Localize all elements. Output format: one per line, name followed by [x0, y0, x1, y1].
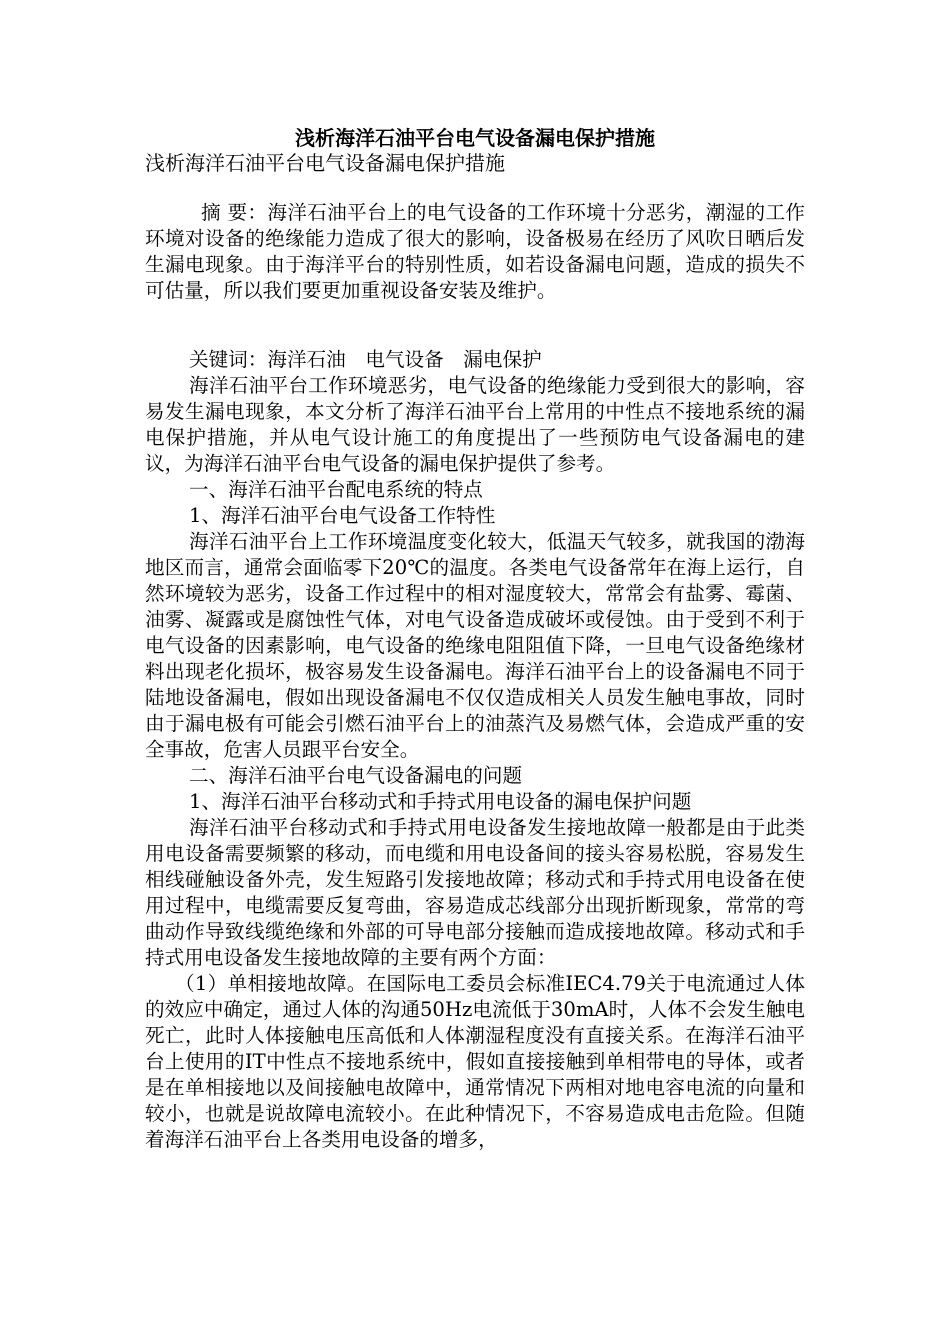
document-body [145, 373, 805, 1153]
list-item-paragraph: （1）单相接地故障。在国际电工委员会标准IEC4.79关于电流通过人体的效应中确定，通过人体的沟通50Hz电流低于30mA时，人体不会发生触电死亡，此时人体接触电压高低和人体潮湿程度没有直接关系。在海洋石油平台上使用的IT中性点不接地系统中，假如直接接触到单相带电的导体，或者是在单相接地以及间接触电故障中，通常情况下两相对地电容电流的向量和较小，也就是说故障电流较小。在此种情况下，不容易造成电击危险。但随着海洋石油平台上各类用电设备的增多， [145, 972, 805, 1151]
subsection-heading: 1、海洋石油平台电气设备工作特性 [189, 504, 496, 527]
section-heading: 二、海洋石油平台电气设备漏电的问题 [189, 764, 523, 787]
subsection-heading: 1、海洋石油平台移动式和手持式用电设备的漏电保护问题 [189, 790, 692, 813]
section-heading: 一、海洋石油平台配电系统的特点 [189, 478, 483, 501]
intro-paragraph: 海洋石油平台工作环境恶劣，电气设备的绝缘能力受到很大的影响，容易发生漏电现象，本文分析了海洋石油平台上常用的中性点不接地系统的漏电保护措施，并从电气设计施工的角度提出了一些预防电气设备漏电的建议，为海洋石油平台电气设备的漏电保护提供了参考。 [145, 374, 805, 475]
document-title: 浅析海洋石油平台电气设备漏电保护措施 [295, 126, 655, 150]
abstract-paragraph: 摘 要：海洋石油平台上的电气设备的工作环境十分恶劣，潮湿的工作环境对设备的绝缘能力造成了很大的影响，设备极易在经历了风吹日晒后发生漏电现象。由于海洋平台的特别性质，如若设备漏电问题，造成的损失不可估量，所以我们要更加重视设备安装及维护。 [145, 201, 805, 302]
body-paragraph: 海洋石油平台移动式和手持式用电设备发生接地故障一般都是由于此类用电设备需要频繁的移动，而电缆和用电设备间的接头容易松脱，容易发生相线碰触设备外壳，发生短路引发接地故障；移动式和手持式用电设备在使用过程中，电缆需要反复弯曲，容易造成芯线部分出现折断现象，常常的弯曲动作导致线缆绝缘和外部的可导电部分接触而造成接地故障。移动式和手持式用电设备发生接地故障的主要有两个方面： [145, 816, 805, 969]
keywords-line: 关键词：海洋石油 电气设备 漏电保护 [189, 348, 542, 371]
document-subtitle: 浅析海洋石油平台电气设备漏电保护措施 [145, 151, 505, 175]
body-paragraph: 海洋石油平台上工作环境温度变化较大，低温天气较多，就我国的渤海地区而言，通常会面临零下20℃的温度。各类电气设备常年在海上运行，自然环境较为恶劣，设备工作过程中的相对湿度较大，常常会有盐雾、霉菌、油雾、凝露或是腐蚀性气体，对电气设备造成破坏或侵蚀。由于受到不利于电气设备的因素影响，电气设备的绝缘电阻阻值下降，一旦电气设备绝缘材料出现老化损坏，极容易发生设备漏电。海洋石油平台上的设备漏电不同于陆地设备漏电，假如出现设备漏电不仅仅造成相关人员发生触电事故，同时由于漏电极有可能会引燃石油平台上的油蒸汽及易燃气体，会造成严重的安全事故，危害人员跟平台安全。 [145, 530, 805, 761]
